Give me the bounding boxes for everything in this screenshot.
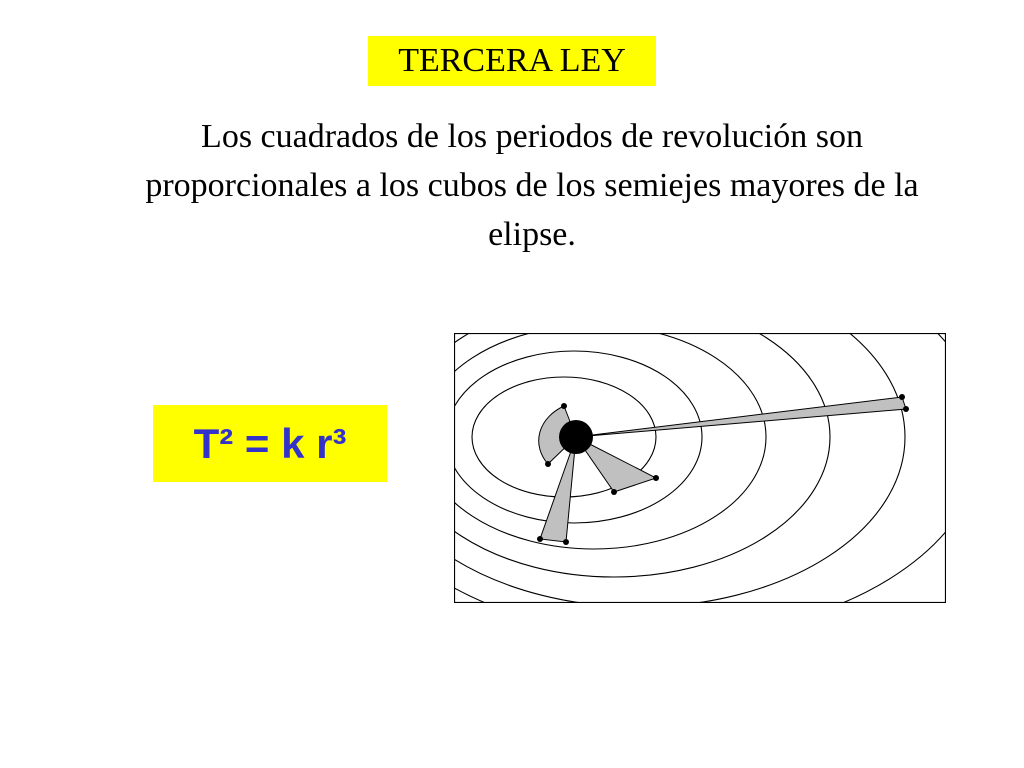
orbit-diagram: [454, 333, 946, 603]
planet-position: [611, 489, 617, 495]
swept-area-sector: [576, 397, 906, 437]
planet-position: [537, 536, 543, 542]
planet-position: [563, 539, 569, 545]
orbit-ellipse: [454, 333, 766, 549]
formula-box: [153, 405, 387, 482]
diagram-frame: [455, 334, 946, 603]
planet-position: [561, 403, 567, 409]
orbit-ellipse: [454, 333, 946, 603]
orbit-ellipse: [454, 333, 905, 603]
orbit-ellipse: [454, 333, 946, 603]
law-statement: Los cuadrados de los periodos de revolución son proporcionales a los cubos de los semiejes mayores de la elipse.: [145, 118, 919, 253]
planet-position: [545, 461, 551, 467]
planet-position: [653, 475, 659, 481]
orbit-ellipse: [454, 333, 946, 603]
planet-position: [903, 406, 909, 412]
orbit-ellipse: [454, 333, 830, 577]
orbit-ellipse: [454, 333, 946, 603]
slide-title: TERCERA LEY: [398, 42, 626, 79]
sun: [559, 420, 593, 454]
kepler-formula: T² = k r³: [193, 419, 347, 467]
slide-title-box: [368, 36, 656, 86]
planet-position: [899, 394, 905, 400]
